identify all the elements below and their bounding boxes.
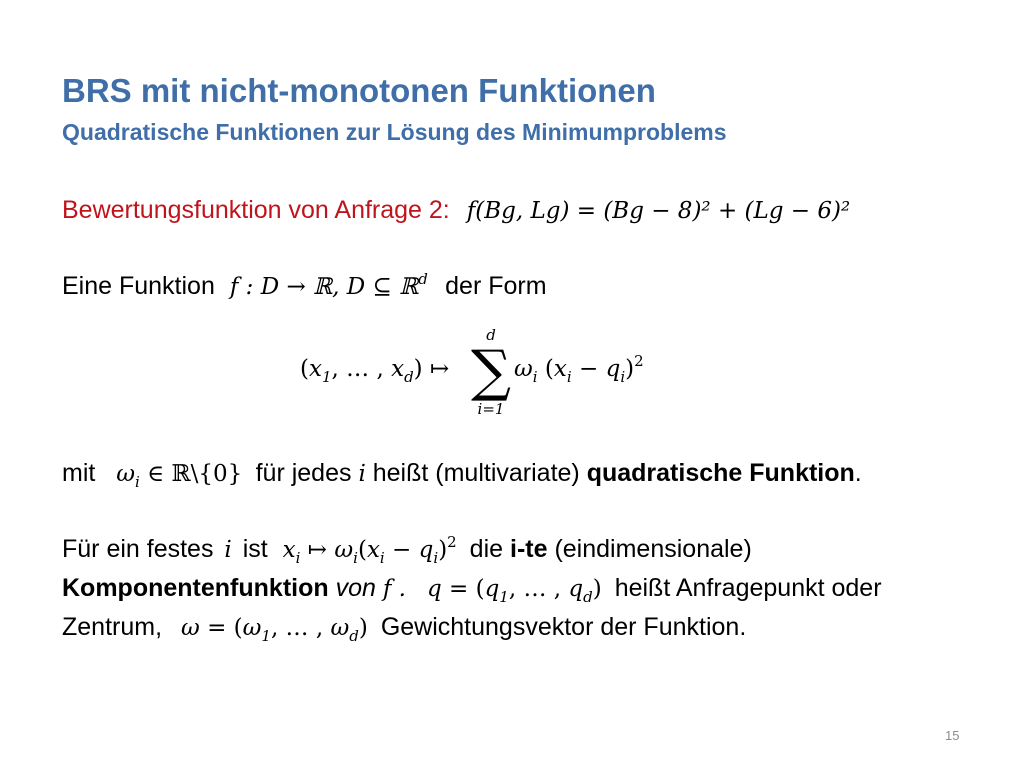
for-each-text: für jedes: [255, 459, 352, 487]
formula-rhs: $\omega_i$ $(x_i - q_i)^2$: [514, 352, 644, 386]
sigma-symbol: ∑: [471, 339, 511, 404]
component-line-2: [62, 574, 882, 606]
definition-intro-suffix: der Form: [445, 272, 547, 300]
omega-sub: i: [135, 473, 140, 491]
eindimensionale-text: (eindimensionale): [554, 535, 752, 563]
query-point-text: heißt Anfragepunkt oder: [614, 574, 882, 602]
rating-formula: 𝑓(𝐵𝑔, 𝐿𝑔) = (𝐵𝑔 − 8)² + (𝐿𝑔 − 6)²: [466, 198, 851, 224]
definition-condition-line: [62, 459, 862, 491]
omega-symbol: ω: [116, 461, 136, 487]
component-line-3: [62, 613, 747, 645]
f-symbol: f .: [382, 576, 406, 602]
i-variable-2: i: [224, 537, 232, 563]
component-line-1: [62, 533, 752, 567]
query-point-formula: $q = (q_1$, … , $q_d$): [426, 576, 602, 606]
i-variable: i: [358, 461, 366, 487]
sum-lower-bound: i=1: [477, 400, 505, 418]
quadratic-function-term: quadratische Funktion: [586, 459, 855, 487]
summation-formula: [300, 326, 680, 422]
page-number: 15: [945, 728, 960, 743]
slide-title: BRS mit nicht-monotonen Funktionen: [62, 72, 656, 109]
component-function-term: Komponentenfunktion: [62, 574, 329, 602]
definition-intro-text: Eine Funktion: [62, 272, 215, 300]
period: .: [854, 459, 862, 487]
i-te-term: i-te: [510, 535, 548, 563]
ist-text: ist: [242, 535, 268, 563]
sum-operator: [465, 326, 517, 418]
function-signature: f : D → ℝ, D ⊆ ℝ: [229, 274, 419, 300]
zentrum-text: Zentrum,: [62, 613, 163, 641]
die-text: die: [469, 535, 504, 563]
is-called-text: heißt (multivariate): [372, 459, 580, 487]
fixed-i-text: Für ein festes: [62, 535, 214, 563]
sum-upper-bound: d: [486, 326, 496, 344]
formula-lhs: ($x_1$, … , $x_d$) ↦: [300, 356, 450, 386]
von-text: von: [335, 574, 376, 602]
weight-vector-text: Gewichtungsvektor der Funktion.: [380, 613, 747, 641]
rating-line: [62, 196, 850, 225]
definition-intro-line: [62, 272, 547, 301]
component-mapping: $x_i$ ↦ $\omega_i(x_i - q_i)^2$: [282, 533, 457, 567]
mit-text: mit: [62, 459, 96, 487]
weight-vector-formula: $\omega = (\omega_1$, … , $\omega_d$): [180, 615, 368, 645]
omega-condition: ∈ ℝ\{0}: [139, 461, 243, 487]
function-signature-sup: d: [418, 270, 428, 288]
slide-subtitle: Quadratische Funktionen zur Lösung des Minimumproblems: [62, 119, 727, 145]
rating-label: Bewertungsfunktion von Anfrage 2:: [62, 196, 450, 224]
